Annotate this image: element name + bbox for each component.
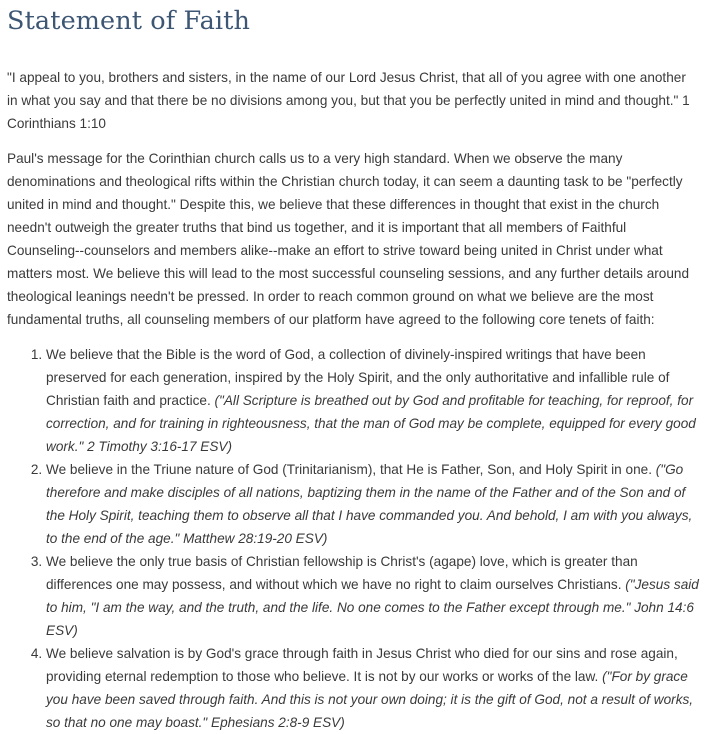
tenet-citation: ("For by grace you have been saved through faith. And this is not your own doing; it is the gift of God, not a result of works, so that no one may boast." Ephesians 2:8-9 ESV) bbox=[46, 669, 694, 730]
tenet-item bbox=[46, 550, 700, 642]
tenet-item bbox=[46, 343, 700, 458]
body-paragraph: Paul's message for the Corinthian church calls us to a very high standard. When we observe the many denominations and theological rifts within the Christian church today, it can seem a daunting task to be "perfectly united in mind and thought." Despite this, we believe that these differences in thought that exist in the church needn't outweigh the greater truths that bind us together, and it is important that all members of Faithful Counseling--counselors and members alike--make an effort to strive toward being united in Christ under what matters most. We believe this will lead to the most successful counseling sessions, and any further details around theological leanings needn't be pressed. In order to reach common ground on what we believe are the most fundamental truths, all counseling members of our platform have agreed to the following core tenets of faith: bbox=[7, 151, 690, 327]
tenet-text: We believe the only true basis of Christian fellowship is Christ's (agape) love, which is greater than differences one may possess, and without which we have no right to claim ourselves Christians. bbox=[46, 554, 638, 592]
tenet-citation: ("Jesus said to him, "I am the way, and the truth, and the life. No one comes to the Father except through me." John 14:6 ESV) bbox=[46, 577, 699, 638]
intro-quote: "I appeal to you, brothers and sisters, in the name of our Lord Jesus Christ, that all of you agree with one another in what you say and that there be no divisions among you, but that you be perfectly united in mind and thought." 1 Corinthians 1:10 bbox=[7, 70, 690, 131]
tenet-text: We believe in the Triune nature of God (Trinitarianism), that He is Father, Son, and Holy Spirit in one. bbox=[46, 462, 656, 477]
tenet-text: We believe salvation is by God's grace through faith in Jesus Christ who died for our sins and rose again, providing eternal redemption to those who believe. It is not by our works or works of the law. bbox=[46, 646, 678, 684]
statement-of-faith-section bbox=[7, 0, 700, 734]
tenet-text: We believe that the Bible is the word of God, a collection of divinely-inspired writings that have been preserved for each generation, inspired by the Holy Spirit, and the only authoritative and infallible rule of Christian faith and practice. bbox=[46, 347, 670, 408]
tenet-citation: ("Go therefore and make disciples of all nations, baptizing them in the name of the Father and of the Son and of the Holy Spirit, teaching them to observe all that I have commanded you. And behold, I am with you always, to the end of the age." Matthew 28:19-20 ESV) bbox=[46, 462, 693, 546]
tenet-citation: ("All Scripture is breathed out by God and profitable for teaching, for reproof, for correction, and for training in righteousness, that the man of God may be complete, equipped for every good work." 2 Timothy 3:16-17 ESV) bbox=[46, 393, 696, 454]
page-title: Statement of Faith bbox=[7, 6, 250, 36]
tenet-item bbox=[46, 642, 700, 734]
tenets-list bbox=[7, 343, 700, 734]
tenet-item bbox=[46, 458, 700, 550]
